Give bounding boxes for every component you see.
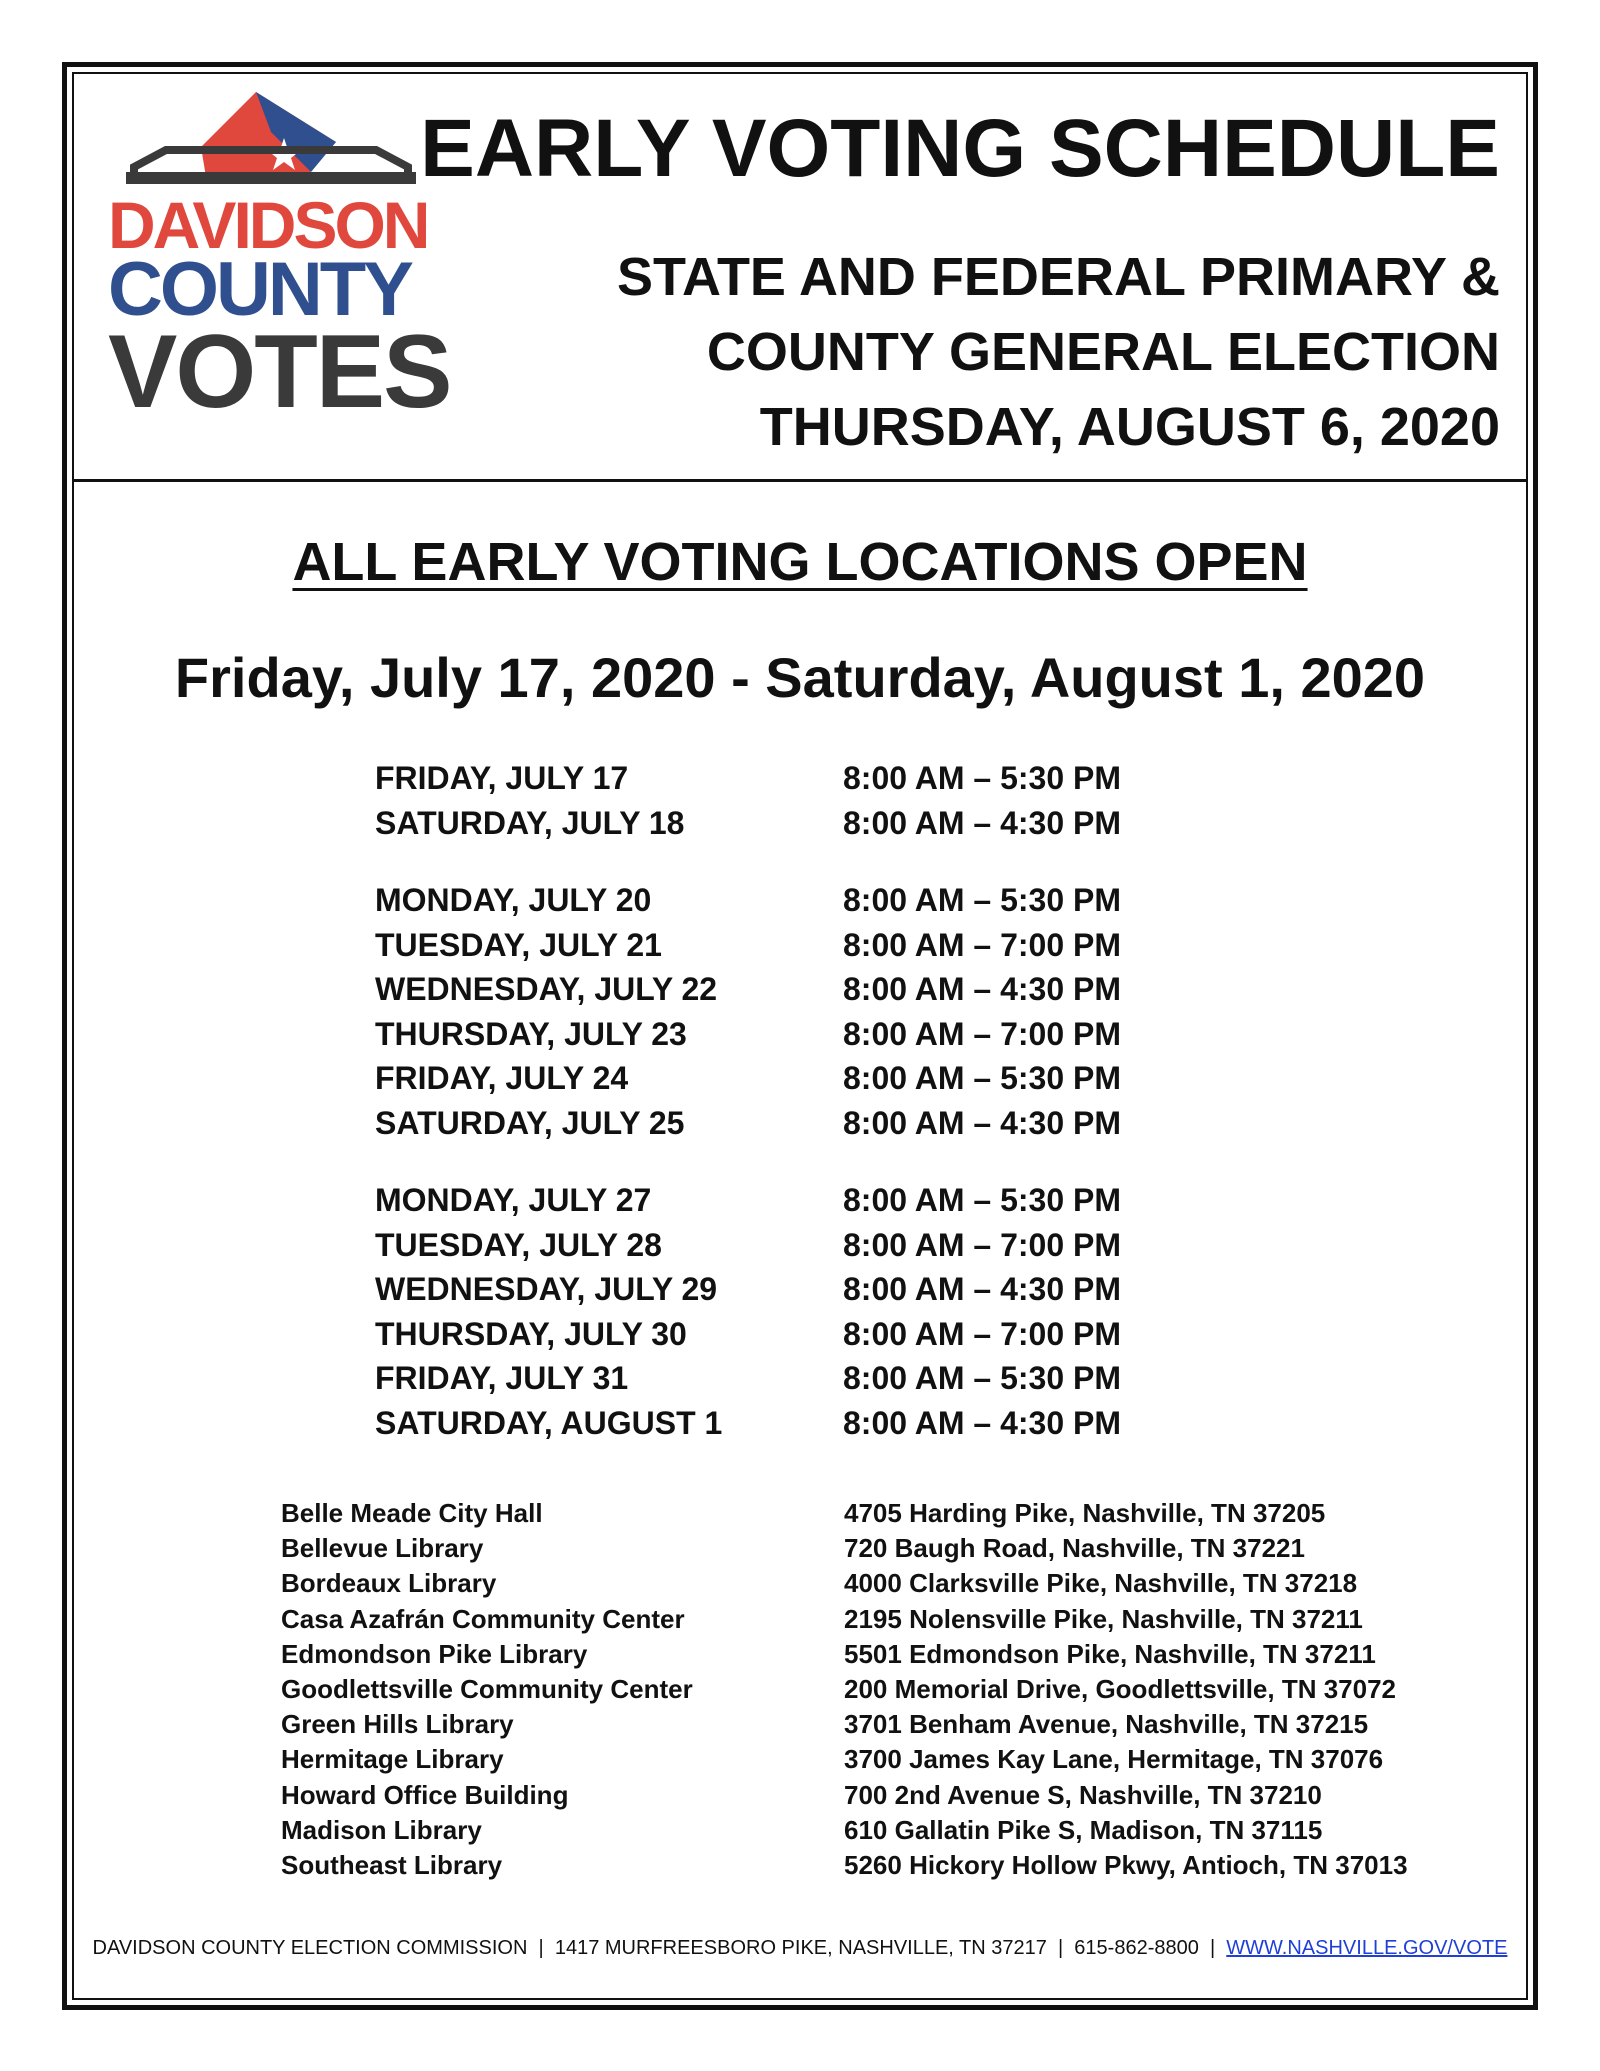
schedule-day: WEDNESDAY, JULY 29 [375,1271,718,1307]
header-divider [72,479,1528,482]
location-name: Madison Library [281,1814,482,1845]
location-name: Howard Office Building [281,1779,569,1810]
schedule-hours: 8:00 AM – 5:30 PM [843,882,1122,918]
schedule-row [375,967,1275,1012]
location-row [281,1566,1431,1601]
section-heading-text: ALL EARLY VOTING LOCATIONS OPEN [292,532,1308,592]
schedule-hours: 8:00 AM – 5:30 PM [843,760,1122,796]
schedule-day: TUESDAY, JULY 28 [375,1226,662,1263]
location-address: 720 Baugh Road, Nashville, TN 37221 [844,1533,1305,1564]
location-address: 4705 Harding Pike, Nashville, TN 37205 [844,1498,1326,1528]
location-row [281,1742,1431,1777]
schedule-day: FRIDAY, JULY 17 [375,760,629,796]
election-subtitle-line2: COUNTY GENERAL ELECTION [706,322,1500,382]
schedule-day: WEDNESDAY, JULY 22 [375,971,718,1007]
election-date: THURSDAY, AUGUST 6, 2020 [759,397,1500,457]
schedule-day: MONDAY, JULY 27 [375,1182,652,1218]
schedule-hours: 8:00 AM – 5:30 PM [843,1360,1122,1396]
schedule-row [375,756,1275,801]
footer [0,1938,1600,1958]
location-row [281,1637,1431,1672]
location-row [281,1813,1431,1848]
schedule-list [375,756,1275,1445]
website-link[interactable]: WWW.NASHVILLE.GOV/VOTE [1226,1937,1508,1959]
location-row [281,1531,1431,1566]
schedule-row [375,1356,1275,1401]
schedule-row [375,1223,1275,1268]
schedule-hours: 8:00 AM – 4:30 PM [843,1104,1122,1141]
schedule-day: TUESDAY, JULY 21 [375,926,662,963]
logo-word-davidson: DAVIDSON [108,188,428,262]
location-name: Green Hills Library [281,1709,514,1740]
schedule-day: SATURDAY, AUGUST 1 [375,1404,723,1441]
location-name: Bordeaux Library [281,1568,497,1599]
logo-word-county: COUNTY [108,247,411,332]
location-address: 5501 Edmondson Pike, Nashville, TN 37211 [844,1638,1376,1669]
schedule-hours: 8:00 AM – 5:30 PM [843,1060,1122,1096]
schedule-hours: 8:00 AM – 4:30 PM [843,1404,1122,1441]
page-title: EARLY VOTING SCHEDULE [420,103,1500,194]
locations-list [281,1496,1431,1883]
schedule-hours: 8:00 AM – 4:30 PM [843,971,1122,1007]
schedule-day: FRIDAY, JULY 24 [375,1060,629,1096]
davidson-county-votes-logo [106,92,451,430]
schedule-day: MONDAY, JULY 20 [375,882,652,918]
location-row [281,1672,1431,1707]
location-address: 4000 Clarksville Pike, Nashville, TN 37218 [844,1568,1358,1599]
location-address: 3701 Benham Avenue, Nashville, TN 37215 [844,1709,1369,1740]
location-address: 700 2nd Avenue S, Nashville, TN 37210 [844,1779,1322,1810]
schedule-day: FRIDAY, JULY 31 [375,1360,629,1396]
schedule-hours: 8:00 AM – 4:30 PM [843,804,1122,841]
schedule-row [375,923,1275,968]
logo-word-votes: VOTES [108,314,451,430]
ballot-box-icon [106,92,436,202]
location-name: Bellevue Library [281,1533,484,1564]
schedule-hours: 8:00 AM – 7:00 PM [843,926,1122,963]
schedule-day: SATURDAY, JULY 18 [375,804,685,841]
schedule-row [375,801,1275,846]
footer-contact-text: DAVIDSON COUNTY ELECTION COMMISSION | 1417 MURFREESBORO PIKE, NASHVILLE, TN 37217 | 615-862-8800 | [92,1937,1227,1959]
schedule-row [375,1056,1275,1101]
schedule-row [375,1312,1275,1357]
location-address: 200 Memorial Drive, Goodlettsville, TN 37072 [844,1673,1397,1704]
section-heading [0,532,1600,592]
schedule-hours: 8:00 AM – 7:00 PM [843,1315,1122,1352]
location-name: Belle Meade City Hall [281,1498,543,1528]
schedule-day: THURSDAY, JULY 30 [375,1315,687,1352]
schedule-row [375,1012,1275,1057]
schedule-hours: 8:00 AM – 5:30 PM [843,1182,1122,1218]
location-address: 5260 Hickory Hollow Pkwy, Antioch, TN 37013 [844,1849,1408,1880]
schedule-row [375,1401,1275,1446]
schedule-day: SATURDAY, JULY 25 [375,1104,685,1141]
location-row [281,1707,1431,1742]
election-subtitle-line1: STATE AND FEDERAL PRIMARY & [616,247,1500,307]
location-name: Hermitage Library [281,1744,504,1775]
location-row [281,1848,1431,1883]
location-name: Casa Azafrán Community Center [281,1603,685,1634]
location-row [281,1778,1431,1813]
location-row [281,1496,1431,1531]
location-address: 3700 James Kay Lane, Hermitage, TN 37076 [844,1744,1384,1775]
schedule-row [375,1267,1275,1312]
location-row [281,1602,1431,1637]
schedule-hours: 8:00 AM – 7:00 PM [843,1226,1122,1263]
location-address: 610 Gallatin Pike S, Madison, TN 37115 [844,1814,1323,1845]
schedule-hours: 8:00 AM – 7:00 PM [843,1015,1122,1052]
location-name: Southeast Library [281,1849,503,1880]
schedule-row [375,1178,1275,1223]
location-name: Goodlettsville Community Center [281,1673,693,1704]
location-name: Edmondson Pike Library [281,1638,588,1669]
schedule-day: THURSDAY, JULY 23 [375,1015,687,1052]
location-address: 2195 Nolensville Pike, Nashville, TN 37211 [844,1603,1363,1634]
schedule-hours: 8:00 AM – 4:30 PM [843,1271,1122,1307]
schedule-row [375,878,1275,923]
schedule-row [375,1101,1275,1146]
date-range: Friday, July 17, 2020 - Saturday, August 1, 2020 [174,646,1426,709]
